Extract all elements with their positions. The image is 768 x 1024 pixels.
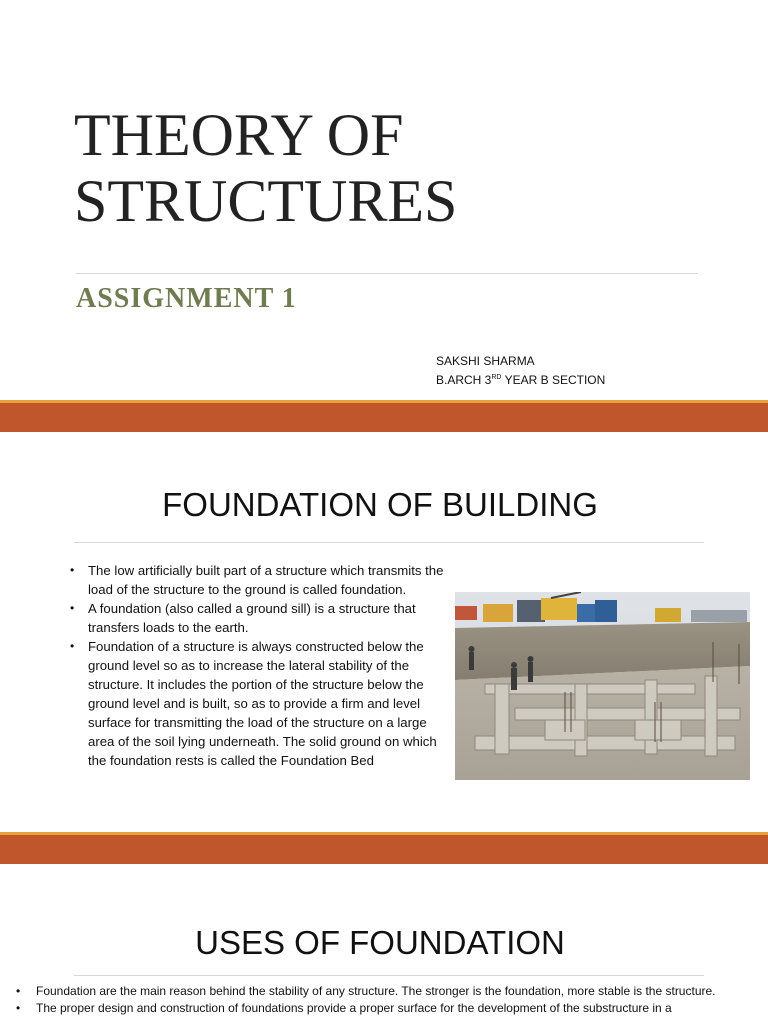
list-item: • The low artificially built part of a structure which transmits the load of the structure to the ground is called foundation. — [68, 561, 454, 599]
list-item: • Foundation of a structure is always constructed below the ground level so as to increase the lateral stability of the structure. It includes the portion of the structure below the ground level and is built, so as to provide a firm and level surface for transmitting the load of the structure on a large area of the soil lying underneath. The solid ground on which the foundation rests is called the Foundation Bed — [68, 637, 454, 770]
author-name: SAKSHI SHARMA — [436, 354, 535, 368]
assignment-subtitle: ASSIGNMENT 1 — [76, 283, 297, 314]
author-class-prefix: B.ARCH 3 — [436, 373, 492, 387]
uses-bullet-list — [14, 983, 754, 1017]
author-class-sup: RD — [491, 374, 502, 381]
presentation-title: THEORY OF STRUCTURES — [74, 102, 458, 234]
separator-band-2 — [0, 835, 768, 864]
list-item: • Foundation are the main reason behind the stability of any structure. The stronger is the foundation, more stable is the structure. — [14, 983, 754, 1000]
foundation-divider — [74, 542, 704, 543]
list-item: • The proper design and construction of foundations provide a proper surface for the development of the substructure in a — [14, 1000, 754, 1017]
foundation-construction-photo — [455, 592, 750, 780]
title-divider — [76, 273, 698, 274]
foundation-bullet-list — [68, 561, 454, 770]
author-class — [436, 370, 605, 388]
uses-heading: USES OF FOUNDATION — [195, 924, 565, 961]
uses-divider — [74, 975, 704, 976]
list-item: • A foundation (also called a ground sill) is a structure that transfers loads to the earth. — [68, 599, 454, 637]
separator-band-1 — [0, 403, 768, 432]
author-class-suffix: YEAR B SECTION — [501, 373, 606, 387]
slide-title — [0, 0, 768, 400]
foundation-heading: FOUNDATION OF BUILDING — [162, 486, 598, 523]
